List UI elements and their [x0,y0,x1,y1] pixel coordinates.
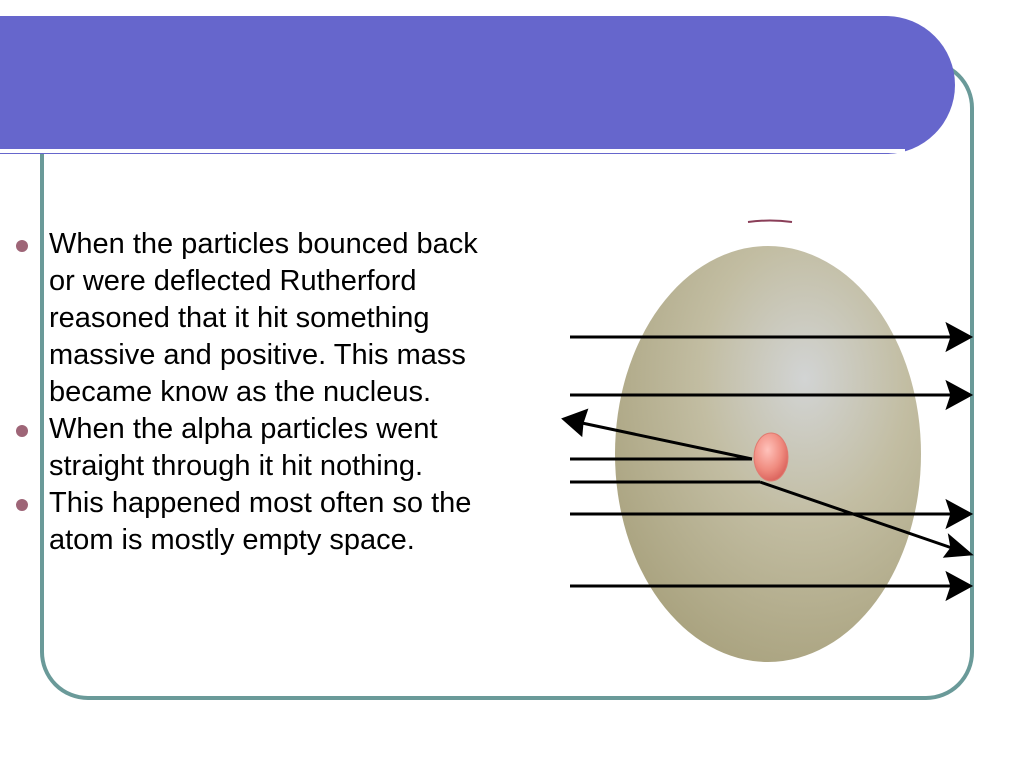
atom-diagram [560,215,980,675]
bullet-item [10,485,510,559]
bullet-text: When the particles bounced back or were deflected Rutherford reasoned that it hit something massive and positive. This mass became know as the nucleus. [49,228,478,408]
arrow-head-icon [948,574,970,598]
bullet-dot-icon [16,425,28,437]
nucleus [754,433,788,481]
arrow-head-icon [948,502,970,526]
bullet-dot-icon [16,499,28,511]
bullet-dot-icon [16,240,28,252]
arrow-head-icon [948,325,970,349]
bullet-text: When the alpha particles went straight through it hit nothing. [49,413,438,482]
arrow-head-icon [564,411,586,434]
bullet-text: This happened most often so the atom is mostly empty space. [49,487,472,556]
atom-scattering-figure [560,215,980,675]
title-underline [0,149,905,153]
bullet-list [10,226,510,559]
top-mark [748,221,792,223]
title-bar [0,16,955,154]
arrow-head-icon [948,383,970,407]
bullet-item [10,411,510,485]
bullet-item [10,226,510,411]
